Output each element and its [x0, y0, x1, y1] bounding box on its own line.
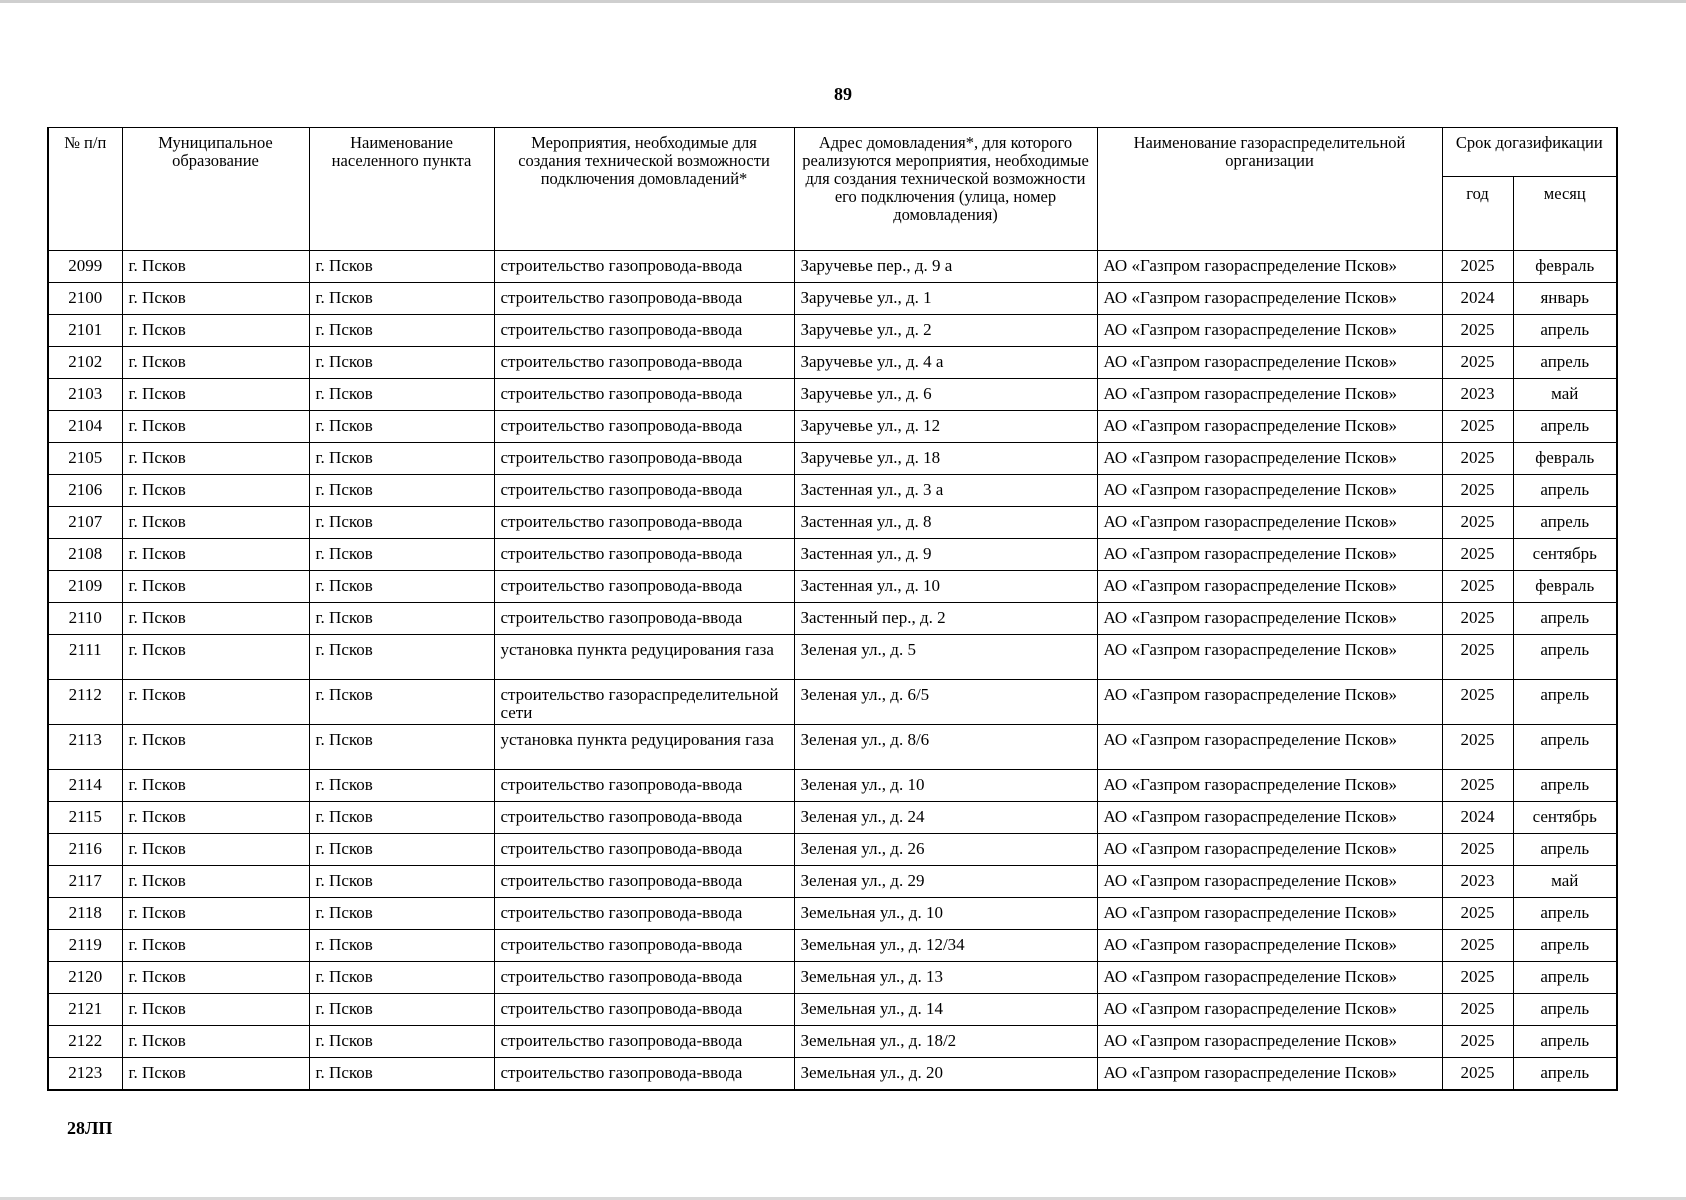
cell-measure: строительство газопровода-ввода: [494, 411, 794, 443]
table-row: [48, 834, 1617, 866]
table-row: [48, 251, 1617, 283]
cell-measure: строительство газопровода-ввода: [494, 1026, 794, 1058]
table-body: [48, 251, 1617, 1090]
cell-year: 2025: [1442, 1058, 1513, 1090]
cell-month: февраль: [1513, 251, 1617, 283]
table-row: [48, 571, 1617, 603]
table-row: [48, 411, 1617, 443]
cell-num: 2120: [48, 962, 122, 994]
table-row: [48, 635, 1617, 680]
cell-address: Зеленая ул., д. 26: [794, 834, 1097, 866]
page-number: 89: [834, 84, 852, 104]
cell-num: 2100: [48, 283, 122, 315]
table-row: [48, 725, 1617, 770]
cell-month: апрель: [1513, 898, 1617, 930]
cell-measure: строительство газопровода-ввода: [494, 475, 794, 507]
cell-settlement: г. Псков: [309, 1026, 494, 1058]
cell-municipality: г. Псков: [122, 802, 309, 834]
cell-address: Заручевье пер., д. 9 а: [794, 251, 1097, 283]
table-row: [48, 930, 1617, 962]
cell-year: 2025: [1442, 507, 1513, 539]
cell-municipality: г. Псков: [122, 725, 309, 770]
cell-num: 2117: [48, 866, 122, 898]
cell-municipality: г. Псков: [122, 251, 309, 283]
cell-num: 2122: [48, 1026, 122, 1058]
cell-num: 2116: [48, 834, 122, 866]
cell-settlement: г. Псков: [309, 680, 494, 725]
cell-year: 2025: [1442, 475, 1513, 507]
cell-settlement: г. Псков: [309, 475, 494, 507]
cell-month: сентябрь: [1513, 802, 1617, 834]
cell-organization: АО «Газпром газораспределение Псков»: [1097, 443, 1442, 475]
cell-settlement: г. Псков: [309, 866, 494, 898]
cell-measure: строительство газопровода-ввода: [494, 1058, 794, 1090]
cell-num: 2105: [48, 443, 122, 475]
cell-measure: строительство газопровода-ввода: [494, 802, 794, 834]
cell-month: апрель: [1513, 930, 1617, 962]
cell-settlement: г. Псков: [309, 507, 494, 539]
cell-month: апрель: [1513, 411, 1617, 443]
cell-address: Застенная ул., д. 10: [794, 571, 1097, 603]
cell-organization: АО «Газпром газораспределение Псков»: [1097, 475, 1442, 507]
cell-address: Земельная ул., д. 18/2: [794, 1026, 1097, 1058]
cell-organization: АО «Газпром газораспределение Псков»: [1097, 930, 1442, 962]
table-row: [48, 283, 1617, 315]
cell-address: Застенная ул., д. 9: [794, 539, 1097, 571]
cell-measure: строительство газопровода-ввода: [494, 770, 794, 802]
cell-month: апрель: [1513, 770, 1617, 802]
cell-num: 2113: [48, 725, 122, 770]
cell-measure: строительство газопровода-ввода: [494, 443, 794, 475]
cell-num: 2108: [48, 539, 122, 571]
cell-address: Зеленая ул., д. 24: [794, 802, 1097, 834]
cell-municipality: г. Псков: [122, 866, 309, 898]
cell-month: апрель: [1513, 347, 1617, 379]
cell-organization: АО «Газпром газораспределение Псков»: [1097, 571, 1442, 603]
cell-month: февраль: [1513, 443, 1617, 475]
cell-address: Зеленая ул., д. 5: [794, 635, 1097, 680]
table-row: [48, 347, 1617, 379]
cell-year: 2025: [1442, 571, 1513, 603]
cell-year: 2025: [1442, 635, 1513, 680]
table-row: [48, 802, 1617, 834]
cell-num: 2119: [48, 930, 122, 962]
cell-organization: АО «Газпром газораспределение Псков»: [1097, 379, 1442, 411]
header-month: месяц: [1513, 176, 1617, 250]
cell-address: Заручевье ул., д. 6: [794, 379, 1097, 411]
cell-year: 2025: [1442, 962, 1513, 994]
cell-num: 2115: [48, 802, 122, 834]
table-row: [48, 994, 1617, 1026]
cell-month: май: [1513, 866, 1617, 898]
cell-measure: строительство газопровода-ввода: [494, 283, 794, 315]
cell-municipality: г. Псков: [122, 603, 309, 635]
cell-settlement: г. Псков: [309, 379, 494, 411]
cell-municipality: г. Псков: [122, 834, 309, 866]
table-row: [48, 603, 1617, 635]
cell-address: Земельная ул., д. 20: [794, 1058, 1097, 1090]
cell-organization: АО «Газпром газораспределение Псков»: [1097, 507, 1442, 539]
cell-address: Зеленая ул., д. 8/6: [794, 725, 1097, 770]
cell-municipality: г. Псков: [122, 571, 309, 603]
cell-address: Застенная ул., д. 8: [794, 507, 1097, 539]
cell-settlement: г. Псков: [309, 571, 494, 603]
cell-year: 2025: [1442, 725, 1513, 770]
table-row: [48, 962, 1617, 994]
cell-year: 2025: [1442, 315, 1513, 347]
cell-address: Земельная ул., д. 13: [794, 962, 1097, 994]
cell-num: 2107: [48, 507, 122, 539]
cell-num: 2118: [48, 898, 122, 930]
cell-settlement: г. Псков: [309, 315, 494, 347]
header-measures: Мероприятия, необходимые для создания технической возможности подключения домовладений*: [494, 128, 794, 251]
cell-year: 2025: [1442, 680, 1513, 725]
cell-address: Застенная ул., д. 3 а: [794, 475, 1097, 507]
cell-num: 2112: [48, 680, 122, 725]
cell-municipality: г. Псков: [122, 898, 309, 930]
cell-settlement: г. Псков: [309, 962, 494, 994]
cell-organization: АО «Газпром газораспределение Псков»: [1097, 866, 1442, 898]
cell-year: 2023: [1442, 866, 1513, 898]
cell-municipality: г. Псков: [122, 962, 309, 994]
cell-measure: строительство газопровода-ввода: [494, 898, 794, 930]
cell-year: 2025: [1442, 443, 1513, 475]
cell-num: 2099: [48, 251, 122, 283]
cell-measure: строительство газопровода-ввода: [494, 866, 794, 898]
cell-municipality: г. Псков: [122, 475, 309, 507]
cell-organization: АО «Газпром газораспределение Псков»: [1097, 603, 1442, 635]
table-row: [48, 507, 1617, 539]
cell-address: Зеленая ул., д. 29: [794, 866, 1097, 898]
header-settlement: Наименование населенного пункта: [309, 128, 494, 251]
scan-edge-top: [0, 0, 1686, 3]
cell-month: апрель: [1513, 994, 1617, 1026]
cell-municipality: г. Псков: [122, 1058, 309, 1090]
cell-year: 2025: [1442, 1026, 1513, 1058]
cell-address: Заручевье ул., д. 18: [794, 443, 1097, 475]
cell-measure: строительство газопровода-ввода: [494, 315, 794, 347]
cell-month: апрель: [1513, 680, 1617, 725]
cell-settlement: г. Псков: [309, 802, 494, 834]
cell-municipality: г. Псков: [122, 680, 309, 725]
cell-organization: АО «Газпром газораспределение Псков»: [1097, 315, 1442, 347]
cell-organization: АО «Газпром газораспределение Псков»: [1097, 539, 1442, 571]
header-organization: Наименование газораспределительной организации: [1097, 128, 1442, 251]
cell-measure: строительство газопровода-ввода: [494, 347, 794, 379]
cell-settlement: г. Псков: [309, 539, 494, 571]
cell-organization: АО «Газпром газораспределение Псков»: [1097, 898, 1442, 930]
table-row: [48, 443, 1617, 475]
cell-organization: АО «Газпром газораспределение Псков»: [1097, 251, 1442, 283]
cell-year: 2025: [1442, 539, 1513, 571]
cell-num: 2106: [48, 475, 122, 507]
cell-month: май: [1513, 379, 1617, 411]
table-row: [48, 539, 1617, 571]
header-num: № п/п: [48, 128, 122, 251]
cell-address: Застенный пер., д. 2: [794, 603, 1097, 635]
cell-num: 2111: [48, 635, 122, 680]
cell-organization: АО «Газпром газораспределение Псков»: [1097, 283, 1442, 315]
cell-municipality: г. Псков: [122, 1026, 309, 1058]
cell-measure: строительство газопровода-ввода: [494, 930, 794, 962]
document-footer-code: 28ЛП: [67, 1118, 113, 1138]
cell-address: Заручевье ул., д. 4 а: [794, 347, 1097, 379]
cell-address: Земельная ул., д. 12/34: [794, 930, 1097, 962]
cell-num: 2101: [48, 315, 122, 347]
cell-month: апрель: [1513, 475, 1617, 507]
cell-organization: АО «Газпром газораспределение Псков»: [1097, 725, 1442, 770]
cell-month: апрель: [1513, 635, 1617, 680]
cell-month: февраль: [1513, 571, 1617, 603]
cell-num: 2121: [48, 994, 122, 1026]
cell-organization: АО «Газпром газораспределение Псков»: [1097, 347, 1442, 379]
cell-settlement: г. Псков: [309, 994, 494, 1026]
table-row: [48, 770, 1617, 802]
cell-settlement: г. Псков: [309, 770, 494, 802]
cell-settlement: г. Псков: [309, 347, 494, 379]
table-row: [48, 379, 1617, 411]
cell-settlement: г. Псков: [309, 603, 494, 635]
cell-year: 2025: [1442, 347, 1513, 379]
cell-year: 2025: [1442, 994, 1513, 1026]
cell-settlement: г. Псков: [309, 1058, 494, 1090]
cell-measure: строительство газопровода-ввода: [494, 539, 794, 571]
cell-municipality: г. Псков: [122, 347, 309, 379]
cell-measure: установка пункта редуцирования газа: [494, 725, 794, 770]
cell-measure: строительство газораспределительной сети: [494, 680, 794, 725]
cell-num: 2109: [48, 571, 122, 603]
table-row: [48, 680, 1617, 725]
cell-settlement: г. Псков: [309, 443, 494, 475]
cell-organization: АО «Газпром газораспределение Псков»: [1097, 680, 1442, 725]
cell-measure: установка пункта редуцирования газа: [494, 635, 794, 680]
cell-month: апрель: [1513, 1026, 1617, 1058]
cell-settlement: г. Псков: [309, 725, 494, 770]
cell-measure: строительство газопровода-ввода: [494, 834, 794, 866]
cell-month: апрель: [1513, 315, 1617, 347]
cell-num: 2123: [48, 1058, 122, 1090]
cell-year: 2025: [1442, 411, 1513, 443]
cell-year: 2024: [1442, 802, 1513, 834]
cell-municipality: г. Псков: [122, 443, 309, 475]
cell-year: 2024: [1442, 283, 1513, 315]
cell-month: апрель: [1513, 962, 1617, 994]
table-row: [48, 475, 1617, 507]
table-row: [48, 866, 1617, 898]
cell-measure: строительство газопровода-ввода: [494, 603, 794, 635]
cell-year: 2025: [1442, 898, 1513, 930]
table-row: [48, 1058, 1617, 1090]
cell-organization: АО «Газпром газораспределение Псков»: [1097, 1026, 1442, 1058]
cell-settlement: г. Псков: [309, 251, 494, 283]
cell-municipality: г. Псков: [122, 379, 309, 411]
cell-measure: строительство газопровода-ввода: [494, 571, 794, 603]
cell-month: апрель: [1513, 834, 1617, 866]
cell-num: 2110: [48, 603, 122, 635]
cell-year: 2023: [1442, 379, 1513, 411]
cell-measure: строительство газопровода-ввода: [494, 379, 794, 411]
cell-organization: АО «Газпром газораспределение Псков»: [1097, 834, 1442, 866]
cell-municipality: г. Псков: [122, 635, 309, 680]
cell-month: апрель: [1513, 507, 1617, 539]
cell-year: 2025: [1442, 930, 1513, 962]
cell-year: 2025: [1442, 251, 1513, 283]
cell-organization: АО «Газпром газораспределение Псков»: [1097, 802, 1442, 834]
header-address: Адрес домовладения*, для которого реализуются мероприятия, необходимые для создания технической возможности его подключения (улица, номер домовладения): [794, 128, 1097, 251]
cell-municipality: г. Псков: [122, 315, 309, 347]
cell-organization: АО «Газпром газораспределение Псков»: [1097, 770, 1442, 802]
cell-year: 2025: [1442, 770, 1513, 802]
cell-address: Зеленая ул., д. 10: [794, 770, 1097, 802]
cell-measure: строительство газопровода-ввода: [494, 962, 794, 994]
cell-year: 2025: [1442, 834, 1513, 866]
cell-settlement: г. Псков: [309, 411, 494, 443]
table-row: [48, 1026, 1617, 1058]
cell-municipality: г. Псков: [122, 539, 309, 571]
cell-address: Зеленая ул., д. 6/5: [794, 680, 1097, 725]
cell-settlement: г. Псков: [309, 898, 494, 930]
cell-address: Заручевье ул., д. 2: [794, 315, 1097, 347]
cell-settlement: г. Псков: [309, 635, 494, 680]
cell-settlement: г. Псков: [309, 930, 494, 962]
cell-measure: строительство газопровода-ввода: [494, 251, 794, 283]
cell-organization: АО «Газпром газораспределение Псков»: [1097, 635, 1442, 680]
cell-address: Земельная ул., д. 10: [794, 898, 1097, 930]
cell-municipality: г. Псков: [122, 283, 309, 315]
cell-num: 2102: [48, 347, 122, 379]
cell-settlement: г. Псков: [309, 834, 494, 866]
header-deadline: Срок догазификации: [1442, 128, 1617, 177]
cell-month: сентябрь: [1513, 539, 1617, 571]
cell-address: Заручевье ул., д. 1: [794, 283, 1097, 315]
cell-num: 2103: [48, 379, 122, 411]
gasification-table: [47, 127, 1618, 1091]
cell-organization: АО «Газпром газораспределение Псков»: [1097, 1058, 1442, 1090]
cell-organization: АО «Газпром газораспределение Псков»: [1097, 962, 1442, 994]
cell-num: 2114: [48, 770, 122, 802]
cell-settlement: г. Псков: [309, 283, 494, 315]
table-row: [48, 898, 1617, 930]
cell-month: апрель: [1513, 725, 1617, 770]
cell-measure: строительство газопровода-ввода: [494, 994, 794, 1026]
cell-month: апрель: [1513, 1058, 1617, 1090]
cell-num: 2104: [48, 411, 122, 443]
cell-month: январь: [1513, 283, 1617, 315]
cell-municipality: г. Псков: [122, 994, 309, 1026]
cell-address: Заручевье ул., д. 12: [794, 411, 1097, 443]
header-municipality: Муниципальное образование: [122, 128, 309, 251]
table-row: [48, 315, 1617, 347]
cell-municipality: г. Псков: [122, 507, 309, 539]
cell-organization: АО «Газпром газораспределение Псков»: [1097, 994, 1442, 1026]
cell-year: 2025: [1442, 603, 1513, 635]
cell-municipality: г. Псков: [122, 411, 309, 443]
cell-month: апрель: [1513, 603, 1617, 635]
cell-organization: АО «Газпром газораспределение Псков»: [1097, 411, 1442, 443]
cell-address: Земельная ул., д. 14: [794, 994, 1097, 1026]
cell-municipality: г. Псков: [122, 770, 309, 802]
header-year: год: [1442, 176, 1513, 250]
cell-measure: строительство газопровода-ввода: [494, 507, 794, 539]
cell-municipality: г. Псков: [122, 930, 309, 962]
